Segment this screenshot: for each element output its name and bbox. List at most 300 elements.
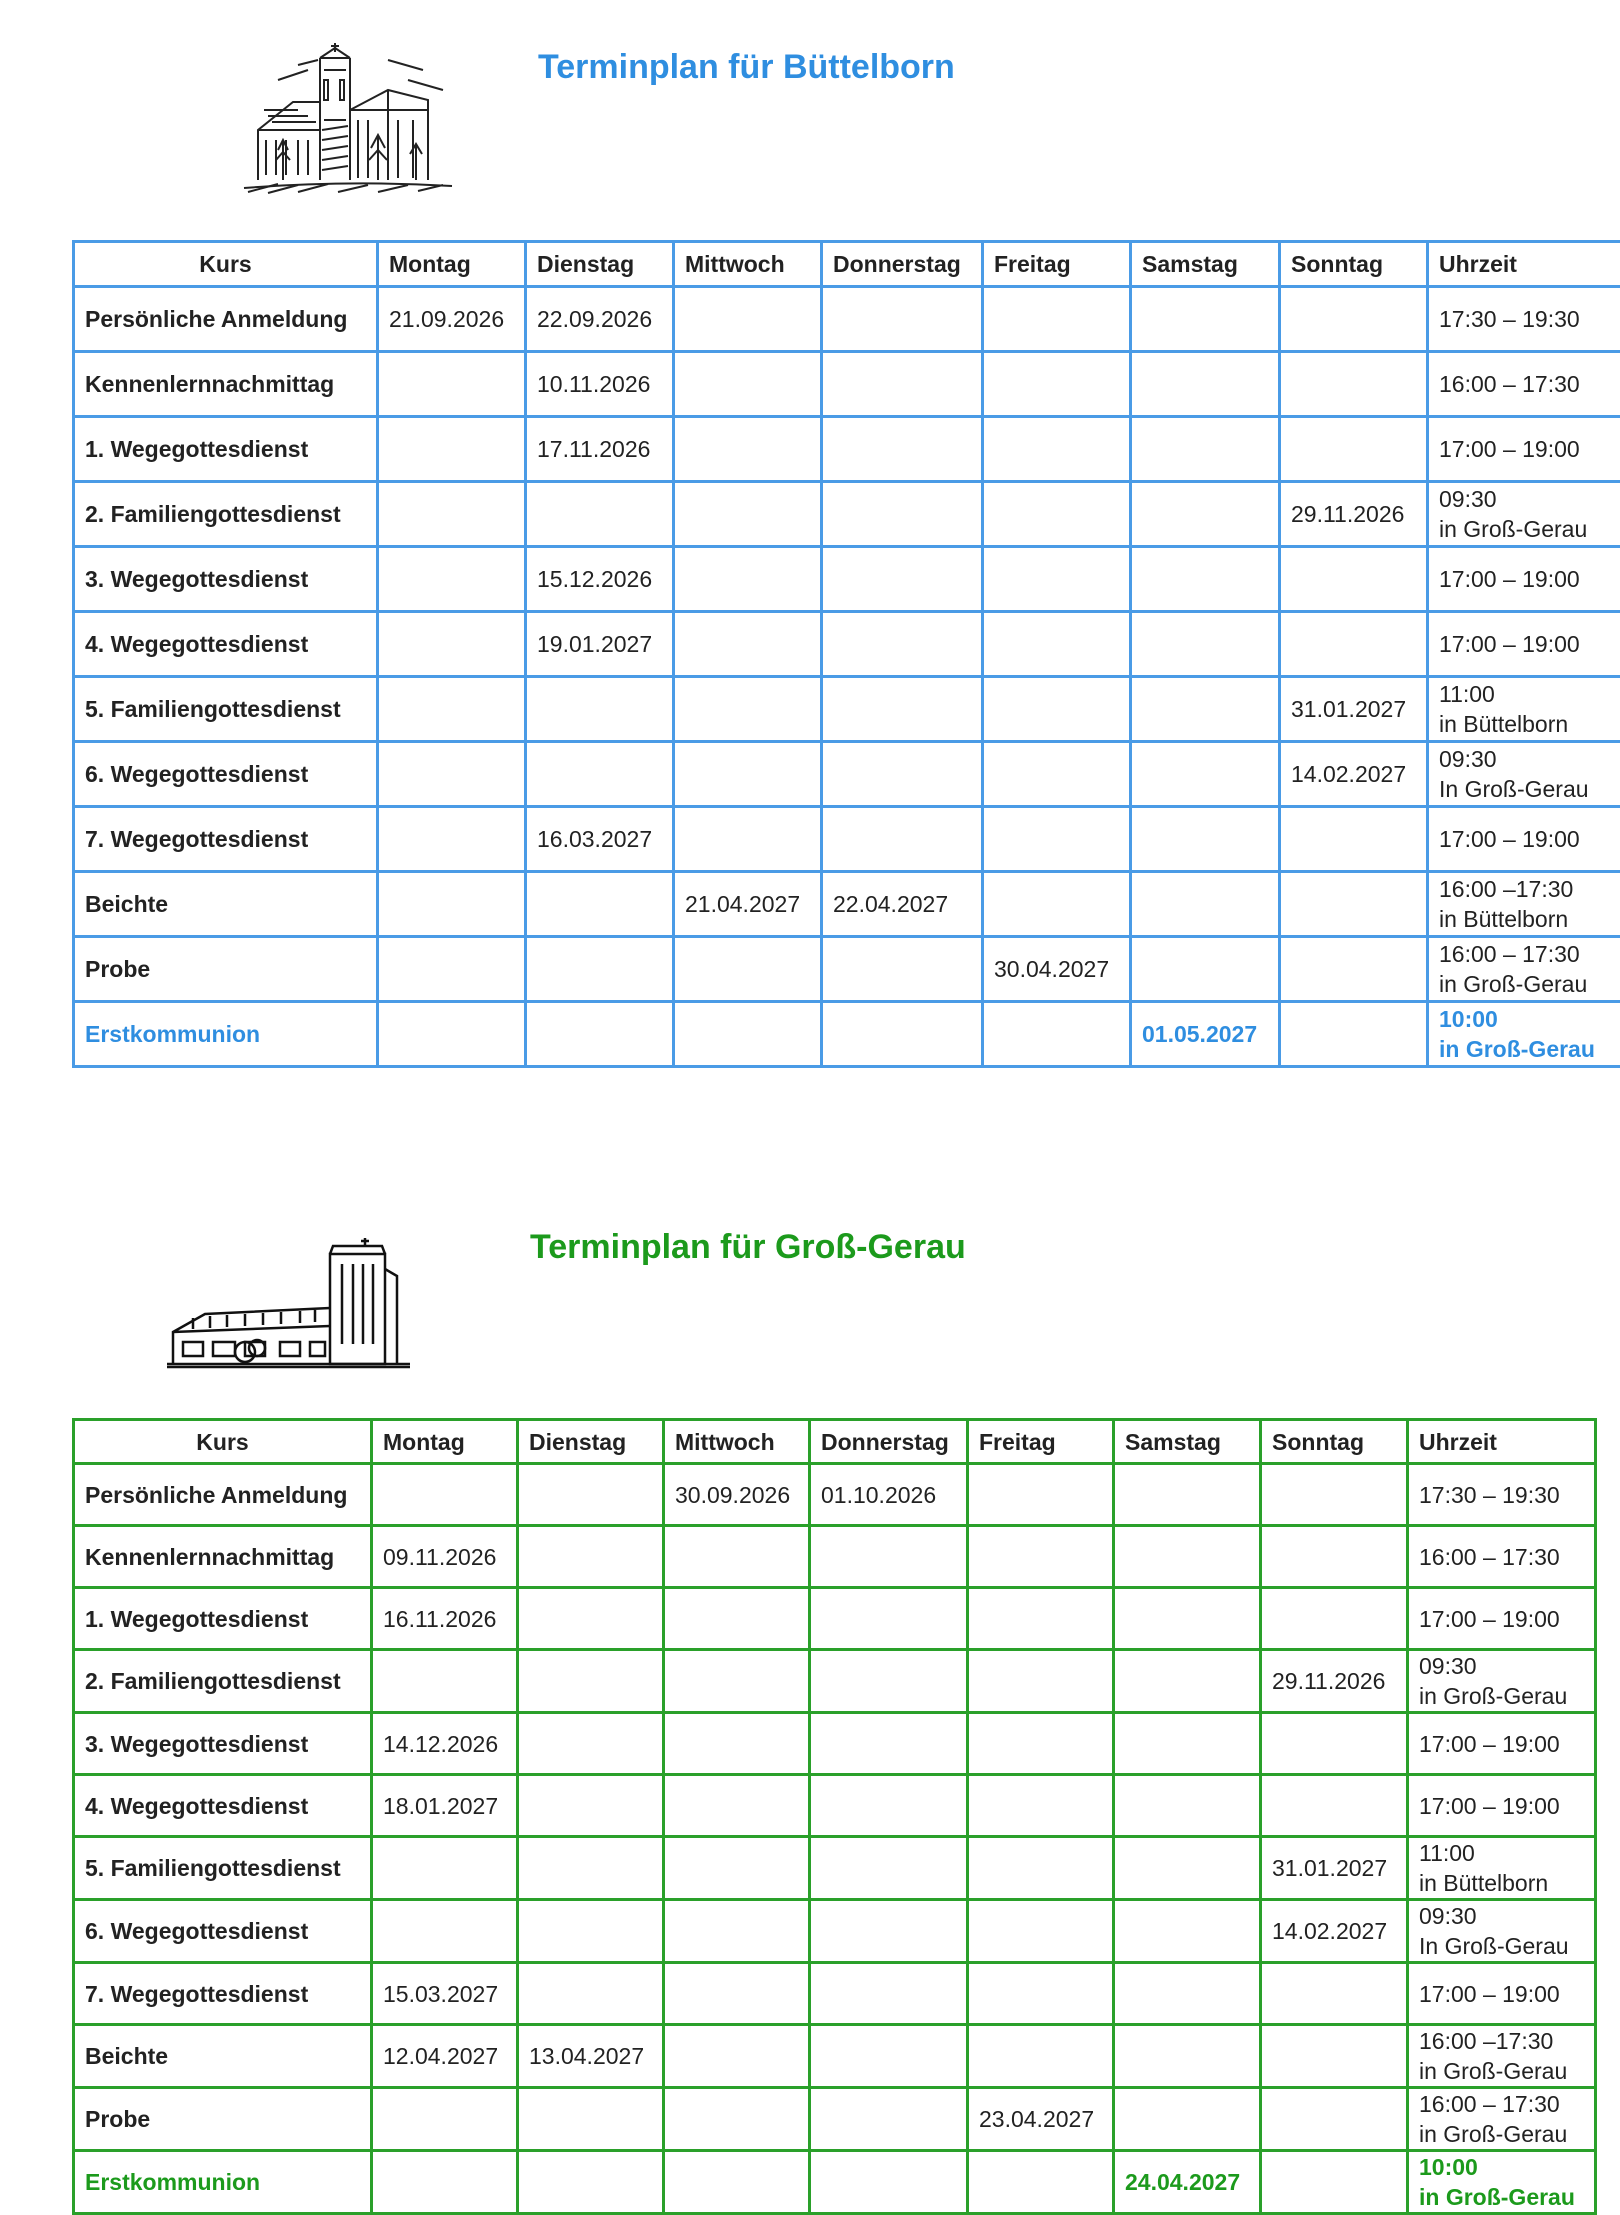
cell-donnerstag (822, 807, 983, 872)
cell-uhrzeit (1408, 1900, 1596, 1963)
cell-kurs: 1. Wegegottesdienst (74, 1588, 372, 1650)
cell-mittwoch (664, 1963, 810, 2025)
cell-sonntag: 31.01.2027 (1280, 677, 1428, 742)
cell-montag (378, 352, 526, 417)
cell-samstag (1114, 2088, 1261, 2151)
cell-kurs: 7. Wegegottesdienst (74, 1963, 372, 2025)
cell-donnerstag (822, 677, 983, 742)
table-row (74, 482, 1620, 547)
uhrzeit-time: 09:30 (1419, 1901, 1584, 1931)
cell-montag: 18.01.2027 (372, 1775, 518, 1837)
cell-dienstag: 16.03.2027 (526, 807, 674, 872)
cell-montag (378, 677, 526, 742)
cell-montag (378, 1002, 526, 1067)
cell-freitag (983, 287, 1131, 352)
cell-samstag (1114, 1526, 1261, 1588)
cell-montag (372, 1837, 518, 1900)
cell-sonntag (1280, 872, 1428, 937)
uhrzeit-location: in Büttelborn (1439, 709, 1610, 739)
cell-uhrzeit (1408, 1588, 1596, 1650)
col-header-dienstag: Dienstag (518, 1420, 664, 1464)
cell-donnerstag (822, 417, 983, 482)
cell-dienstag: 22.09.2026 (526, 287, 674, 352)
cell-freitag (983, 547, 1131, 612)
uhrzeit-time: 17:00 – 19:00 (1419, 1791, 1584, 1821)
cell-mittwoch (674, 352, 822, 417)
cell-montag: 09.11.2026 (372, 1526, 518, 1588)
table-row (74, 1002, 1620, 1067)
cell-mittwoch (674, 1002, 822, 1067)
cell-dienstag (526, 937, 674, 1002)
cell-samstag (1131, 287, 1280, 352)
cell-dienstag: 15.12.2026 (526, 547, 674, 612)
cell-kurs: 7. Wegegottesdienst (74, 807, 378, 872)
cell-samstag (1131, 547, 1280, 612)
cell-samstag (1131, 482, 1280, 547)
cell-donnerstag: 01.10.2026 (810, 1464, 968, 1526)
cell-uhrzeit (1428, 937, 1620, 1002)
cell-kurs: 2. Familiengottesdienst (74, 482, 378, 547)
cell-kurs: 4. Wegegottesdienst (74, 612, 378, 677)
table-row (74, 1650, 1596, 1713)
table-row (74, 1526, 1596, 1588)
cell-samstag (1114, 1650, 1261, 1713)
col-header-freitag: Freitag (968, 1420, 1114, 1464)
cell-montag: 21.09.2026 (378, 287, 526, 352)
uhrzeit-time: 11:00 (1439, 679, 1610, 709)
cell-mittwoch (674, 677, 822, 742)
cell-donnerstag (822, 287, 983, 352)
cell-montag (372, 2151, 518, 2214)
cell-uhrzeit (1428, 482, 1620, 547)
cell-montag (378, 742, 526, 807)
table-row (74, 1963, 1596, 2025)
uhrzeit-time: 17:00 – 19:00 (1419, 1729, 1584, 1759)
table-header-row (74, 1420, 1596, 1464)
cell-kurs: 2. Familiengottesdienst (74, 1650, 372, 1713)
cell-samstag (1114, 1713, 1261, 1775)
table-header-row (74, 242, 1620, 287)
cell-uhrzeit (1428, 352, 1620, 417)
table-row (74, 287, 1620, 352)
cell-dienstag (518, 2151, 664, 2214)
cell-sonntag (1261, 2088, 1408, 2151)
cell-uhrzeit (1408, 1650, 1596, 1713)
table-row (74, 1837, 1596, 1900)
table-row (74, 807, 1620, 872)
cell-uhrzeit (1408, 1526, 1596, 1588)
cell-kurs: Beichte (74, 872, 378, 937)
cell-dienstag: 10.11.2026 (526, 352, 674, 417)
cell-kurs: Erstkommunion (74, 1002, 378, 1067)
uhrzeit-time: 10:00 (1419, 2152, 1584, 2182)
cell-kurs: 6. Wegegottesdienst (74, 1900, 372, 1963)
cell-sonntag: 29.11.2026 (1261, 1650, 1408, 1713)
uhrzeit-time: 16:00 –17:30 (1439, 874, 1610, 904)
cell-uhrzeit (1428, 742, 1620, 807)
cell-dienstag (518, 1837, 664, 1900)
cell-montag: 14.12.2026 (372, 1713, 518, 1775)
cell-sonntag (1280, 807, 1428, 872)
cell-dienstag (518, 1526, 664, 1588)
cell-freitag (968, 2151, 1114, 2214)
cell-kurs: 6. Wegegottesdienst (74, 742, 378, 807)
cell-dienstag (526, 742, 674, 807)
cell-samstag (1131, 677, 1280, 742)
cell-uhrzeit (1408, 1963, 1596, 2025)
cell-uhrzeit (1428, 677, 1620, 742)
cell-sonntag: 14.02.2027 (1261, 1900, 1408, 1963)
plan-title: Terminplan für Groß-Gerau (530, 1228, 966, 1267)
col-header-samstag: Samstag (1131, 242, 1280, 287)
cell-donnerstag (810, 1837, 968, 1900)
cell-freitag (983, 482, 1131, 547)
plan-gross-gerau (0, 1180, 1620, 2210)
cell-freitag (968, 1588, 1114, 1650)
cell-donnerstag (822, 937, 983, 1002)
cell-samstag (1114, 2025, 1261, 2088)
col-header-uhrzeit: Uhrzeit (1408, 1420, 1596, 1464)
uhrzeit-location: in Groß-Gerau (1439, 1034, 1610, 1064)
uhrzeit-time: 17:00 – 19:00 (1419, 1604, 1584, 1634)
cell-freitag (983, 677, 1131, 742)
cell-uhrzeit (1408, 1464, 1596, 1526)
table-row (74, 2151, 1596, 2214)
cell-samstag (1131, 742, 1280, 807)
cell-kurs: Probe (74, 2088, 372, 2151)
cell-donnerstag (810, 2088, 968, 2151)
cell-montag (372, 1464, 518, 1526)
church-building-drawing-icon (165, 1234, 425, 1369)
cell-uhrzeit (1428, 612, 1620, 677)
col-header-montag: Montag (372, 1420, 518, 1464)
cell-kurs: 1. Wegegottesdienst (74, 417, 378, 482)
cell-freitag (968, 1963, 1114, 2025)
cell-dienstag (518, 1775, 664, 1837)
table-row (74, 872, 1620, 937)
cell-dienstag (518, 1713, 664, 1775)
col-header-dienstag: Dienstag (526, 242, 674, 287)
cell-montag: 15.03.2027 (372, 1963, 518, 2025)
cell-freitag (983, 612, 1131, 677)
uhrzeit-time: 09:30 (1439, 744, 1610, 774)
uhrzeit-location: in Groß-Gerau (1439, 969, 1610, 999)
cell-kurs: 5. Familiengottesdienst (74, 1837, 372, 1900)
cell-freitag (968, 1526, 1114, 1588)
table-row (74, 1775, 1596, 1837)
uhrzeit-time: 16:00 – 17:30 (1439, 939, 1610, 969)
cell-uhrzeit (1428, 417, 1620, 482)
uhrzeit-time: 16:00 – 17:30 (1419, 2089, 1584, 2119)
cell-samstag (1114, 1464, 1261, 1526)
col-header-freitag: Freitag (983, 242, 1131, 287)
cell-montag (378, 807, 526, 872)
cell-uhrzeit (1408, 2088, 1596, 2151)
cell-dienstag: 13.04.2027 (518, 2025, 664, 2088)
cell-sonntag (1261, 2151, 1408, 2214)
cell-mittwoch: 30.09.2026 (664, 1464, 810, 1526)
cell-sonntag (1261, 2025, 1408, 2088)
cell-sonntag: 29.11.2026 (1280, 482, 1428, 547)
cell-mittwoch (674, 742, 822, 807)
cell-dienstag (526, 482, 674, 547)
cell-donnerstag (810, 1775, 968, 1837)
cell-sonntag (1261, 1713, 1408, 1775)
cell-dienstag: 17.11.2026 (526, 417, 674, 482)
cell-sonntag (1261, 1526, 1408, 1588)
cell-sonntag (1280, 352, 1428, 417)
uhrzeit-time: 17:00 – 19:00 (1439, 434, 1610, 464)
col-header-sonntag: Sonntag (1280, 242, 1428, 287)
cell-mittwoch (664, 1900, 810, 1963)
table-row (74, 1900, 1596, 1963)
cell-kurs: 5. Familiengottesdienst (74, 677, 378, 742)
cell-mittwoch (664, 2151, 810, 2214)
cell-samstag (1131, 417, 1280, 482)
uhrzeit-time: 11:00 (1419, 1838, 1584, 1868)
cell-dienstag (518, 1650, 664, 1713)
cell-kurs: 3. Wegegottesdienst (74, 1713, 372, 1775)
cell-donnerstag (822, 742, 983, 807)
cell-samstag (1114, 1837, 1261, 1900)
uhrzeit-time: 17:00 – 19:00 (1419, 1979, 1584, 2009)
cell-mittwoch (674, 612, 822, 677)
uhrzeit-location: In Groß-Gerau (1439, 774, 1610, 804)
cell-sonntag: 31.01.2027 (1261, 1837, 1408, 1900)
cell-uhrzeit (1408, 1775, 1596, 1837)
cell-freitag (968, 1775, 1114, 1837)
col-header-sonntag: Sonntag (1261, 1420, 1408, 1464)
cell-mittwoch (664, 1713, 810, 1775)
cell-sonntag (1261, 1775, 1408, 1837)
cell-dienstag (518, 1588, 664, 1650)
cell-donnerstag (822, 612, 983, 677)
plan-title: Terminplan für Büttelborn (538, 48, 955, 87)
cell-mittwoch (674, 287, 822, 352)
uhrzeit-location: in Groß-Gerau (1419, 2056, 1584, 2086)
cell-kurs: Persönliche Anmeldung (74, 287, 378, 352)
uhrzeit-time: 17:30 – 19:30 (1439, 304, 1610, 334)
cell-uhrzeit (1408, 1713, 1596, 1775)
uhrzeit-location: in Büttelborn (1419, 1868, 1584, 1898)
cell-dienstag (518, 1464, 664, 1526)
cell-samstag (1114, 1963, 1261, 2025)
cell-sonntag (1280, 612, 1428, 677)
cell-kurs: Kennenlernnachmittag (74, 1526, 372, 1588)
uhrzeit-location: in Groß-Gerau (1419, 2182, 1584, 2212)
cell-kurs: Kennenlernnachmittag (74, 352, 378, 417)
uhrzeit-location: In Groß-Gerau (1419, 1931, 1584, 1961)
cell-montag (372, 2088, 518, 2151)
col-header-kurs: Kurs (74, 1420, 372, 1464)
cell-donnerstag (822, 1002, 983, 1067)
cell-donnerstag (810, 1963, 968, 2025)
cell-kurs: 4. Wegegottesdienst (74, 1775, 372, 1837)
cell-donnerstag (822, 352, 983, 417)
cell-dienstag: 19.01.2027 (526, 612, 674, 677)
cell-sonntag (1280, 287, 1428, 352)
uhrzeit-time: 17:00 – 19:00 (1439, 629, 1610, 659)
cell-freitag (983, 872, 1131, 937)
church-tower-sketch-icon (238, 40, 458, 200)
col-header-montag: Montag (378, 242, 526, 287)
cell-freitag (968, 1900, 1114, 1963)
cell-mittwoch (664, 1775, 810, 1837)
cell-freitag: 30.04.2027 (983, 937, 1131, 1002)
cell-montag (378, 872, 526, 937)
cell-uhrzeit (1428, 1002, 1620, 1067)
cell-sonntag (1280, 417, 1428, 482)
cell-freitag (983, 352, 1131, 417)
uhrzeit-time: 09:30 (1419, 1651, 1584, 1681)
cell-uhrzeit (1428, 287, 1620, 352)
table-row (74, 742, 1620, 807)
uhrzeit-time: 16:00 – 17:30 (1439, 369, 1610, 399)
cell-samstag: 24.04.2027 (1114, 2151, 1261, 2214)
cell-freitag (968, 1837, 1114, 1900)
cell-kurs: Persönliche Anmeldung (74, 1464, 372, 1526)
cell-kurs: Probe (74, 937, 378, 1002)
cell-dienstag (518, 1963, 664, 2025)
cell-uhrzeit (1408, 2151, 1596, 2214)
uhrzeit-location: in Groß-Gerau (1439, 514, 1610, 544)
cell-samstag (1114, 1775, 1261, 1837)
cell-montag: 12.04.2027 (372, 2025, 518, 2088)
cell-donnerstag (810, 2151, 968, 2214)
uhrzeit-location: in Groß-Gerau (1419, 1681, 1584, 1711)
table-row (74, 1713, 1596, 1775)
cell-freitag (983, 807, 1131, 872)
cell-sonntag (1280, 547, 1428, 612)
cell-samstag (1131, 937, 1280, 1002)
cell-donnerstag (810, 1526, 968, 1588)
table-row (74, 677, 1620, 742)
cell-donnerstag (810, 2025, 968, 2088)
cell-mittwoch (664, 1526, 810, 1588)
cell-mittwoch (674, 937, 822, 1002)
uhrzeit-time: 17:00 – 19:00 (1439, 824, 1610, 854)
col-header-donnerstag: Donnerstag (810, 1420, 968, 1464)
col-header-mittwoch: Mittwoch (664, 1420, 810, 1464)
uhrzeit-time: 10:00 (1439, 1004, 1610, 1034)
cell-samstag (1131, 872, 1280, 937)
cell-mittwoch: 21.04.2027 (674, 872, 822, 937)
cell-kurs: Erstkommunion (74, 2151, 372, 2214)
cell-kurs: Beichte (74, 2025, 372, 2088)
uhrzeit-location: in Büttelborn (1439, 904, 1610, 934)
cell-uhrzeit (1428, 807, 1620, 872)
table-row (74, 937, 1620, 1002)
table-row (74, 2025, 1596, 2088)
cell-donnerstag (810, 1900, 968, 1963)
cell-mittwoch (674, 807, 822, 872)
col-header-samstag: Samstag (1114, 1420, 1261, 1464)
cell-freitag (968, 1650, 1114, 1713)
cell-montag (378, 482, 526, 547)
cell-sonntag (1280, 937, 1428, 1002)
cell-mittwoch (674, 547, 822, 612)
col-header-kurs: Kurs (74, 242, 378, 287)
cell-samstag (1131, 352, 1280, 417)
cell-samstag (1114, 1588, 1261, 1650)
cell-mittwoch (664, 2088, 810, 2151)
cell-donnerstag (810, 1713, 968, 1775)
cell-donnerstag (822, 547, 983, 612)
table-row (74, 2088, 1596, 2151)
cell-sonntag (1261, 1588, 1408, 1650)
cell-dienstag (526, 1002, 674, 1067)
cell-mittwoch (664, 1837, 810, 1900)
cell-uhrzeit (1428, 872, 1620, 937)
cell-sonntag (1280, 1002, 1428, 1067)
cell-freitag (968, 2025, 1114, 2088)
uhrzeit-time: 17:30 – 19:30 (1419, 1480, 1584, 1510)
cell-montag (372, 1900, 518, 1963)
cell-donnerstag (822, 482, 983, 547)
col-header-uhrzeit: Uhrzeit (1428, 242, 1620, 287)
uhrzeit-location: in Groß-Gerau (1419, 2119, 1584, 2149)
plan-buettelborn (0, 0, 1620, 1100)
cell-freitag (983, 417, 1131, 482)
col-header-mittwoch: Mittwoch (674, 242, 822, 287)
uhrzeit-time: 09:30 (1439, 484, 1610, 514)
cell-sonntag (1261, 1464, 1408, 1526)
cell-freitag (983, 1002, 1131, 1067)
cell-freitag (968, 1464, 1114, 1526)
cell-montag (378, 547, 526, 612)
cell-freitag (983, 742, 1131, 807)
cell-samstag: 01.05.2027 (1131, 1002, 1280, 1067)
cell-kurs: 3. Wegegottesdienst (74, 547, 378, 612)
table-row (74, 547, 1620, 612)
cell-montag (378, 937, 526, 1002)
cell-samstag (1131, 807, 1280, 872)
cell-dienstag (526, 872, 674, 937)
cell-donnerstag: 22.04.2027 (822, 872, 983, 937)
table-row (74, 612, 1620, 677)
cell-mittwoch (664, 1588, 810, 1650)
cell-montag (378, 612, 526, 677)
schedule-table (72, 240, 1620, 1068)
col-header-donnerstag: Donnerstag (822, 242, 983, 287)
table-row (74, 1464, 1596, 1526)
cell-donnerstag (810, 1650, 968, 1713)
cell-samstag (1131, 612, 1280, 677)
cell-mittwoch (674, 417, 822, 482)
cell-dienstag (518, 1900, 664, 1963)
cell-dienstag (526, 677, 674, 742)
schedule-table (72, 1418, 1597, 2215)
cell-sonntag (1261, 1963, 1408, 2025)
table-row (74, 417, 1620, 482)
cell-uhrzeit (1408, 1837, 1596, 1900)
cell-montag (378, 417, 526, 482)
cell-samstag (1114, 1900, 1261, 1963)
cell-freitag (968, 1713, 1114, 1775)
uhrzeit-time: 17:00 – 19:00 (1439, 564, 1610, 594)
uhrzeit-time: 16:00 –17:30 (1419, 2026, 1584, 2056)
cell-montag: 16.11.2026 (372, 1588, 518, 1650)
cell-donnerstag (810, 1588, 968, 1650)
cell-freitag: 23.04.2027 (968, 2088, 1114, 2151)
table-row (74, 352, 1620, 417)
cell-montag (372, 1650, 518, 1713)
cell-mittwoch (664, 1650, 810, 1713)
table-row (74, 1588, 1596, 1650)
cell-mittwoch (674, 482, 822, 547)
cell-mittwoch (664, 2025, 810, 2088)
cell-uhrzeit (1408, 2025, 1596, 2088)
